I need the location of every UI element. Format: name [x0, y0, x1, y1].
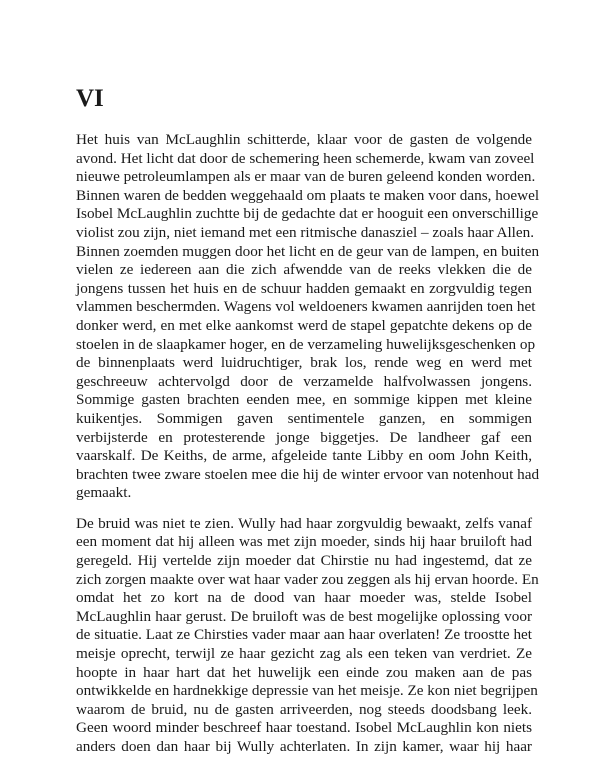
text-line: McLaughlin haar gerust. De bruiloft was de best mogelijke oplossing voor: [76, 607, 532, 625]
text-line: geschreeuw achtervolgd door de verzamelde halfvolwassen jongens.: [76, 372, 532, 390]
text-line: vaarskalf. De Keiths, de arme, afgeleide tante Libby en oom John Keith,: [76, 447, 532, 465]
text-line: een moment dat hij alleen was met zijn moeder, sinds hij haar bruiloft had: [76, 533, 532, 551]
text-line: Sommige gasten brachten eenden mee, en sommige kippen met kleine: [76, 391, 532, 409]
text-line: ontwikkelde en hardnekkige depressie van het meisje. Ze kon niet begrijpen: [76, 682, 538, 700]
text-line: jongens tussen het huis en de schuur hadden gemaakt en zorgvuldig tegen: [76, 279, 532, 297]
text-line: Het huis van McLaughlin schitterde, klaar voor de gasten de volgende: [76, 131, 532, 148]
text-line: waarom de bruid, nu de gasten arriveerden, nog steeds doodsbang leek.: [76, 700, 532, 718]
text-line: brachten twee zware stoelen mee die hij de winter ervoor van notenhout had: [76, 465, 540, 483]
chapter-heading: VI: [76, 85, 104, 112]
text-line: vielen ze iedereen aan die zich afwendde van de reeks vlekken die de: [76, 261, 532, 279]
text-line: zich zorgen maakte over wat haar vader zou zeggen als hij ervan hoorde. En: [76, 570, 539, 588]
text-line: de binnenplaats werd luidruchtiger, brak los, rende weg en werd met: [76, 354, 532, 372]
text-line: geregeld. Hij vertelde zijn moeder dat Chirstie nu had ingestemd, dat ze: [76, 552, 532, 570]
text-line: omdat het zo kort na de dood van haar moeder was, stelde Isobel: [76, 589, 532, 607]
text-line: avond. Het licht dat door de schemering heen schemerde, kwam van zoveel: [76, 149, 535, 167]
text-line: Isobel McLaughlin zuchtte bij de gedachte dat er hooguit een onverschillige: [76, 205, 539, 223]
text-line: vlammen beschermden. Wagens vol weldoeners kwamen aanrijden toen het: [76, 298, 536, 316]
text-line: de situatie. Laat ze Chirsties vader maar aan haar overlaten! Ze troostte het: [76, 626, 532, 644]
text-line: Binnen waren de bedden weggehaald om plaats te maken voor dans, hoewel: [76, 186, 540, 204]
text-line: De bruid was niet te zien. Wully had haar zorgvuldig bewaakt, zelfs vanaf: [76, 514, 532, 532]
paragraph-2: [76, 514, 539, 757]
text-line: kuikentjes. Sommigen gaven sentimentele ganzen, en sommigen: [76, 409, 532, 427]
text-line: anders doen dan haar bij Wully achterlaten. In zijn kamer, waar hij haar: [76, 738, 532, 755]
paragraph-1: [76, 131, 540, 503]
text-line: gemaakt.: [76, 484, 132, 502]
text-line: Geen woord minder beschreef haar toestand. Isobel McLaughlin kon niets: [76, 719, 532, 737]
text-line: meisje oprecht, terwijl ze haar gezicht zag als een teken van verdriet. Ze: [76, 645, 532, 663]
text-line: nieuwe petroleumlampen als er maar van de buren geleend konden worden.: [76, 168, 536, 186]
text-line: stoelen in de slaapkamer hoger, en de verzameling huwelijksgeschenken op: [76, 335, 536, 353]
document-page: [76, 84, 540, 769]
text-line: hoopte in haar hart dat het huwelijk een einde zou maken aan de pas: [76, 663, 532, 681]
text-line: donker werd, en met elke aankomst werd de stapel gepatchte dekens op de: [76, 316, 532, 334]
text-line: Binnen zoemden muggen door het licht en de geur van de lampen, en buiten: [76, 242, 540, 260]
text-line: violist zou zijn, niet iemand met een ritmische danasziel – zoals haar Allen.: [76, 223, 535, 241]
text-line: verbijsterde en protesterende jonge biggetjes. De landheer gaf een: [76, 428, 532, 446]
